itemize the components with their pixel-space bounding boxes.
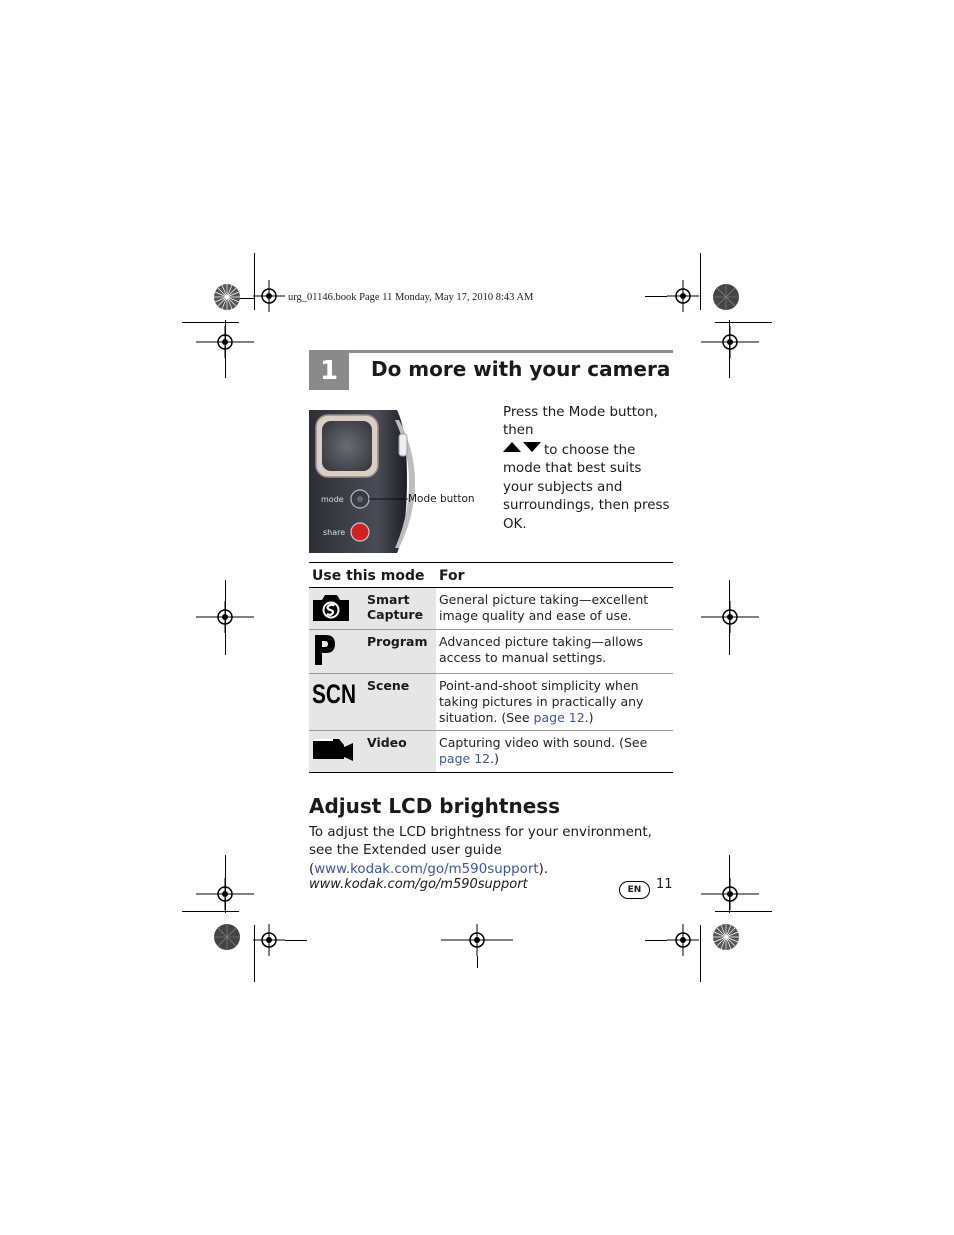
share-button-icon <box>351 523 369 541</box>
table-row <box>309 731 673 773</box>
registration-star-icon <box>213 923 241 951</box>
column-header-mode: Use this mode <box>309 563 436 588</box>
registration-star-icon <box>213 283 241 311</box>
mode-key-label: mode <box>321 495 344 504</box>
registration-crosshair-icon <box>701 878 759 910</box>
crop-line <box>477 956 478 968</box>
mode-table <box>309 562 673 773</box>
instructions-line-after: to choose the mode that best suits your subjects and surroundings, then press OK. <box>503 443 670 532</box>
registration-crosshair-icon <box>701 601 759 633</box>
crop-line <box>182 911 239 912</box>
registration-crosshair-icon <box>701 326 759 358</box>
program-p-icon <box>311 634 351 666</box>
print-header: urg_01146.book Page 11 Monday, May 17, 2010 8:43 AM <box>288 292 534 303</box>
chapter-title: Do more with your camera <box>371 357 671 381</box>
mode-name: Scene <box>364 674 436 731</box>
support-link[interactable]: www.kodak.com/go/m590support <box>314 861 539 877</box>
video-camera-icon <box>311 735 355 765</box>
registration-crosshair-icon <box>667 924 699 956</box>
mode-icon-cell <box>309 731 364 773</box>
instructions-line-before: Press the Mode button, then <box>503 405 658 439</box>
registration-star-icon <box>712 923 740 951</box>
crop-line <box>645 296 667 297</box>
column-header-for: For <box>436 563 673 588</box>
mode-icon-cell <box>309 588 364 630</box>
chapter-rule <box>309 350 673 353</box>
up-down-arrows-icon <box>503 441 541 459</box>
language-badge: EN <box>619 881 650 899</box>
crop-line <box>700 253 701 310</box>
registration-crosshair-icon <box>441 924 513 956</box>
smart-capture-camera-icon <box>311 592 351 622</box>
crop-line <box>715 322 772 323</box>
mode-description: Advanced picture taking—allows access to manual settings. <box>436 630 673 674</box>
crop-line <box>182 322 239 323</box>
registration-crosshair-icon <box>667 280 699 312</box>
camera-illustration <box>309 410 419 553</box>
crop-line <box>225 580 226 655</box>
crop-line <box>700 925 701 982</box>
registration-star-icon <box>712 283 740 311</box>
mode-description: Point-and-shoot simplicity when taking pictures in practically any situation. (See page 12.) <box>436 674 673 731</box>
scn-icon <box>311 678 357 709</box>
mode-icon-cell <box>309 674 364 731</box>
lcd-screen <box>322 421 372 471</box>
page-number: 11 <box>656 877 673 892</box>
section-body: To adjust the LCD brightness for your environment, see the Extended user guide (www.kodak.com/go/m590support). <box>309 825 652 877</box>
mode-icon-cell <box>309 630 364 674</box>
mode-name: Smart Capture <box>364 588 436 630</box>
crop-line <box>285 940 307 941</box>
instructions-text <box>503 404 675 534</box>
table-row <box>309 674 673 731</box>
mode-button-callout: Mode button <box>408 493 475 505</box>
table-row <box>309 588 673 630</box>
crop-line <box>729 580 730 655</box>
table-header-row <box>309 563 673 588</box>
registration-crosshair-icon <box>253 924 285 956</box>
crop-line <box>645 940 667 941</box>
crop-line <box>715 911 772 912</box>
page-link[interactable]: page 12 <box>533 710 585 725</box>
footer-url: www.kodak.com/go/m590support <box>309 877 528 892</box>
mode-name: Program <box>364 630 436 674</box>
share-key-label: share <box>323 528 346 537</box>
svg-text:SCN: SCN <box>312 679 356 709</box>
registration-crosshair-icon <box>196 878 254 910</box>
mode-name: Video <box>364 731 436 773</box>
table-row <box>309 630 673 674</box>
section-title: Adjust LCD brightness <box>309 794 561 818</box>
chapter-number: 1 <box>309 350 349 390</box>
page-link[interactable]: page 12 <box>439 751 491 766</box>
registration-crosshair-icon <box>253 280 285 312</box>
registration-crosshair-icon <box>196 326 254 358</box>
mode-description: Capturing video with sound. (See page 12.) <box>436 731 673 773</box>
mode-description: General picture taking—excellent image quality and ease of use. <box>436 588 673 630</box>
